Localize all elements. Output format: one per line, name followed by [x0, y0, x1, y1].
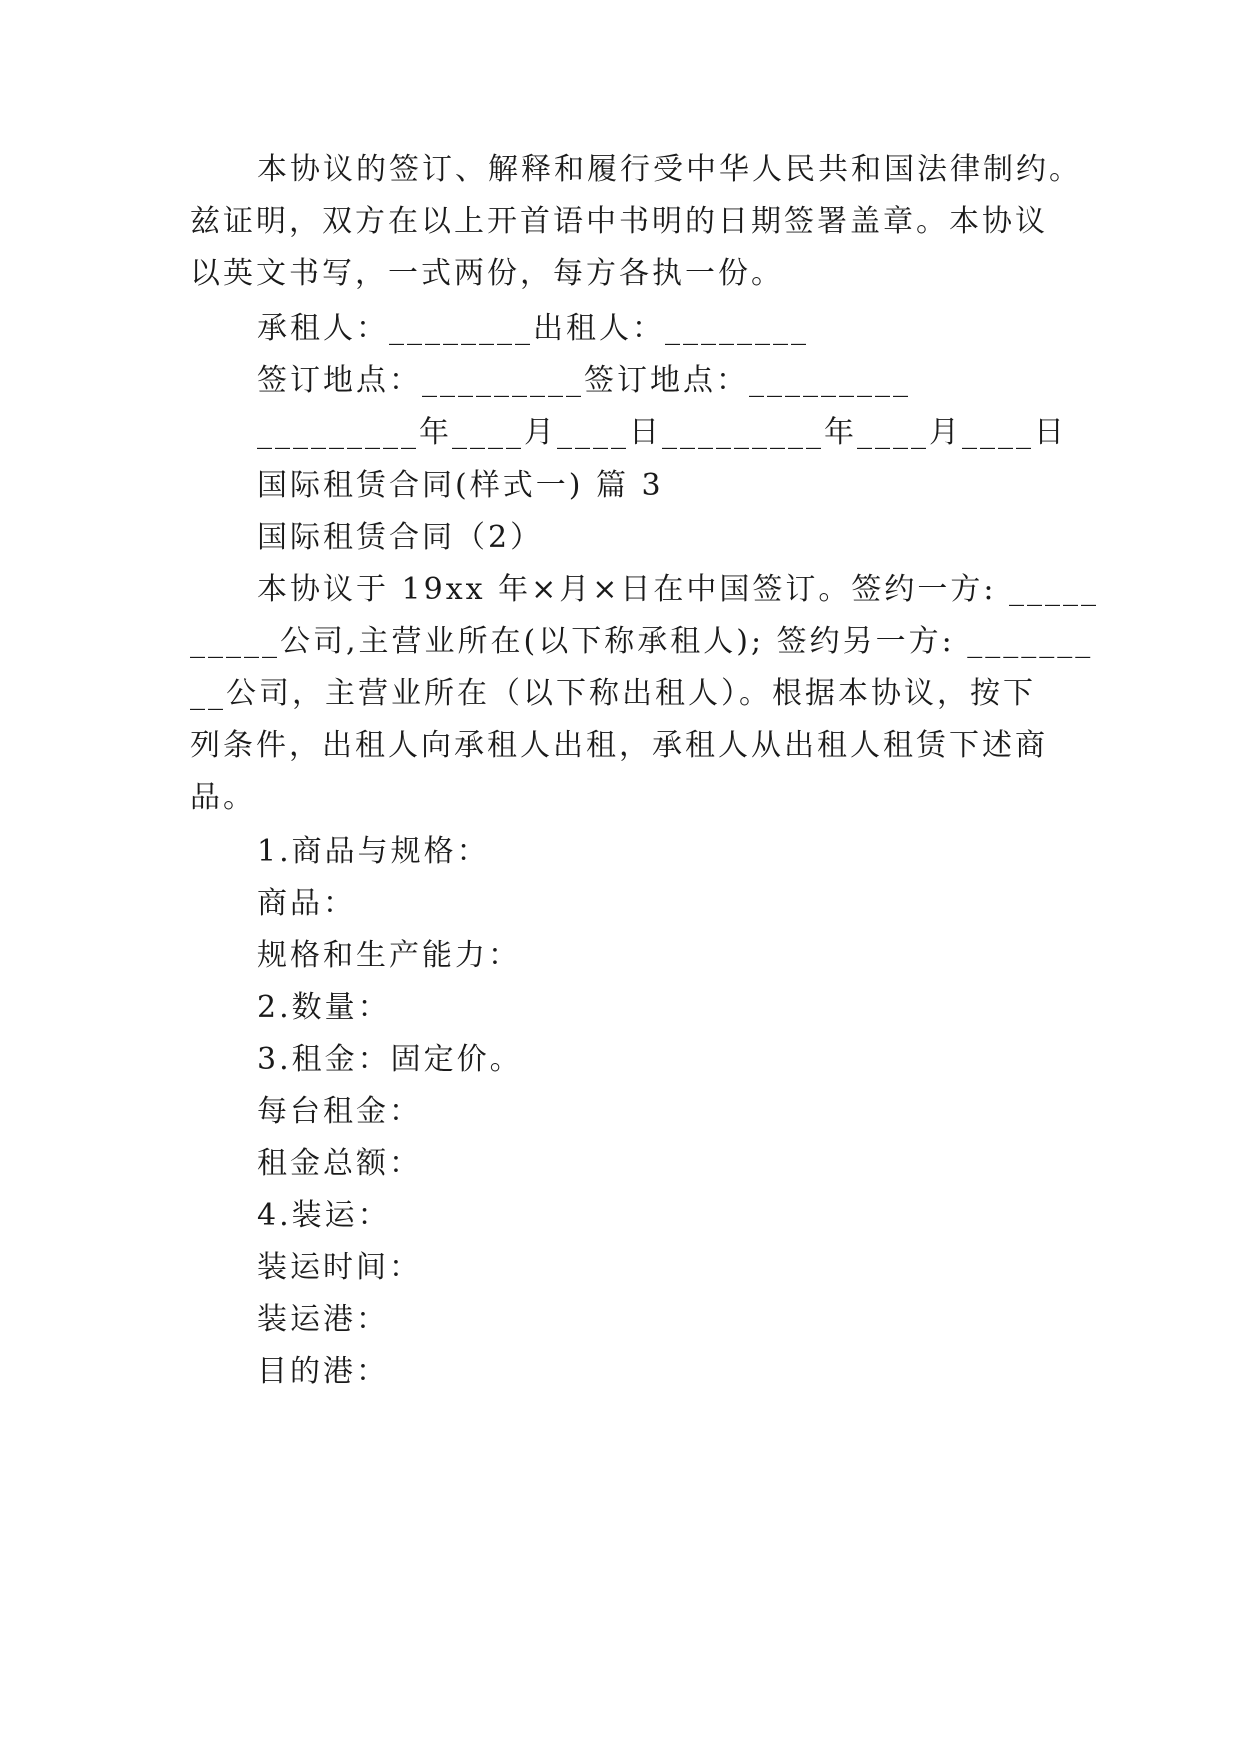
clause-1-heading: 1.商品与规格： — [257, 834, 490, 869]
intro-paragraph-line-5: 品。 — [190, 780, 256, 815]
clause-3-total-rent: 租金总额： — [257, 1146, 422, 1181]
signature-parties-line: 承租人：________出租人：________ — [257, 311, 809, 346]
clause-1-goods: 商品： — [257, 886, 356, 921]
clause-4-shipment: 4.装运： — [257, 1198, 391, 1233]
clause-4-port-of-loading: 装运港： — [257, 1302, 389, 1337]
intro-paragraph-line-3: __公司，主营业所在（以下称出租人）。根据本协议，按下 — [190, 676, 1036, 711]
clause-3-rent: 3.租金：固定价。 — [257, 1042, 523, 1077]
intro-paragraph-line-2: _____公司,主营业所在(以下称承租人); 签约另一方: _______ — [190, 624, 1094, 659]
signature-place-line: 签订地点：_________签订地点：_________ — [257, 363, 911, 398]
clause-4-shipment-time: 装运时间： — [257, 1250, 422, 1285]
paragraph-governing-law: 本协议的签订、解释和履行受中华人民共和国法律制约。 — [257, 152, 1082, 187]
paragraph-witness-line-1: 兹证明，双方在以上开首语中书明的日期签署盖章。本协议 — [190, 204, 1048, 239]
clause-1-specification: 规格和生产能力： — [257, 938, 521, 973]
intro-paragraph-line-4: 列条件，出租人向承租人出租，承租人从出租人租赁下述商 — [190, 728, 1048, 763]
contract-title: 国际租赁合同（2） — [257, 520, 544, 555]
clause-4-port-of-destination: 目的港： — [257, 1354, 389, 1389]
section-title: 国际租赁合同(样式一) 篇 3 — [257, 468, 664, 503]
clause-3-unit-rent: 每台租金： — [257, 1094, 422, 1129]
paragraph-witness-line-2: 以英文书写，一式两份，每方各执一份。 — [190, 256, 784, 291]
intro-paragraph-line-1: 本协议于 19xx 年×月×日在中国签订。签约一方: _____ — [257, 572, 1100, 607]
clause-2-quantity: 2.数量： — [257, 990, 391, 1025]
signature-date-line: _________年____月____日_________年____月____日 — [257, 415, 1067, 450]
